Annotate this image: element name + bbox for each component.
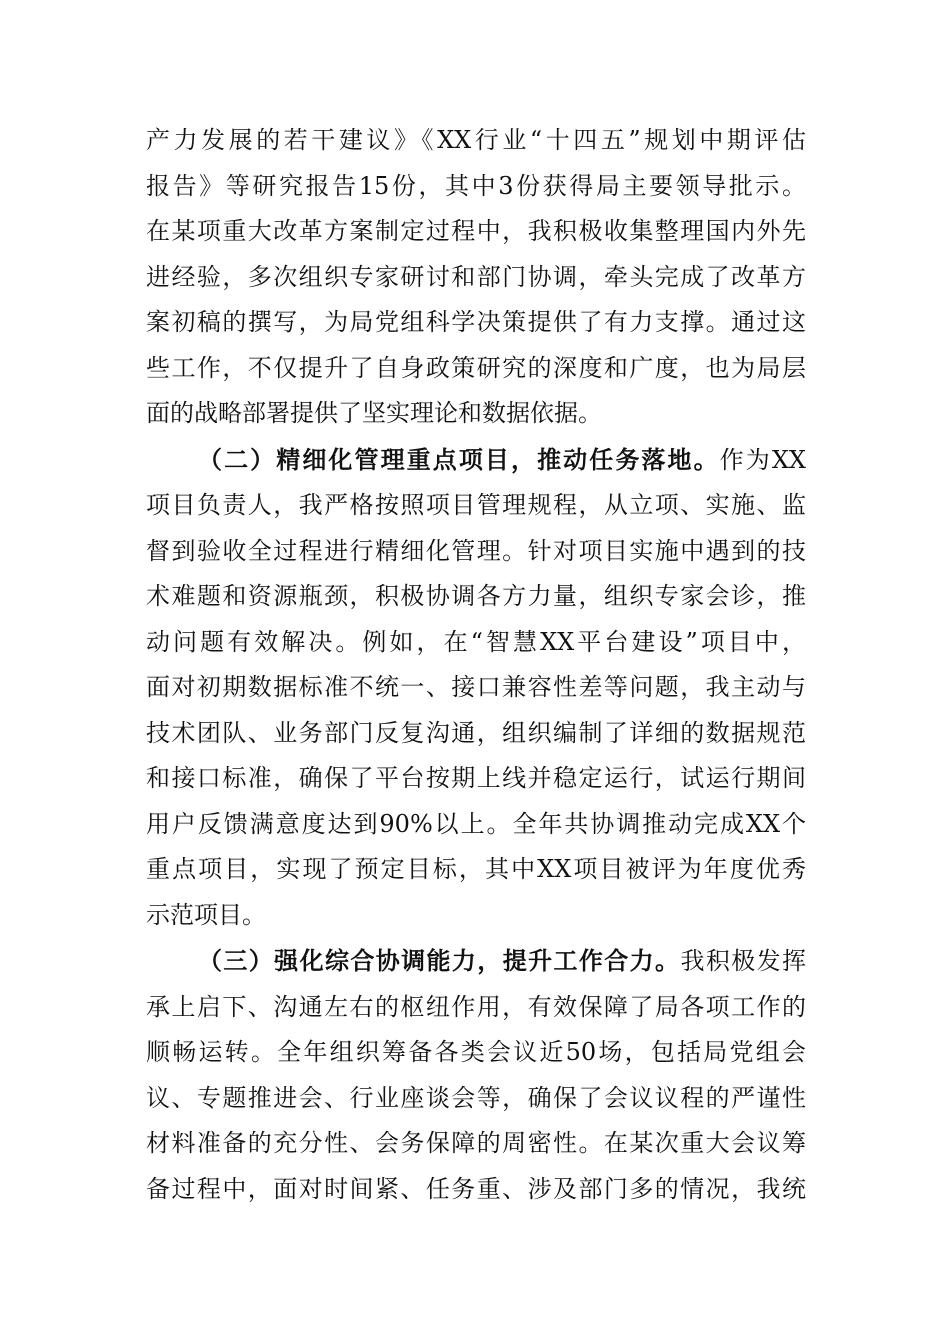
text-fragment: 我积极发挥 [680, 947, 807, 975]
section-heading: （二）精细化管理重点项目，推动任务落地。 [198, 444, 720, 474]
text-line: 案初稿的撰写，为局党组科学决策提供了有力支撑。通过这 [146, 308, 806, 336]
text-line: 承上启下、沟通左右的枢纽作用，有效保障了局各项工作的 [146, 992, 806, 1021]
text-line: 技术团队、业务部门反复沟通，组织编制了详细的数据规范 [146, 718, 806, 747]
text-line: 督到验收全过程进行精细化管理。针对项目实施中遇到的技 [146, 536, 806, 565]
text-line: 动问题有效解决。例如，在“智慧XX平台建设”项目中， [146, 627, 806, 656]
text-line: 议、专题推进会、行业座谈会等，确保了会议议程的严谨性 [146, 1083, 806, 1112]
text-fragment: 作为XX [719, 445, 807, 474]
text-line: 面的战略部署提供了坚实理论和数据依据。 [146, 399, 602, 427]
paragraph-coordination [146, 938, 806, 1212]
text-line: 报告》等研究报告15份，其中3份获得局主要领导批示。 [146, 171, 806, 200]
text-line: 和接口标准，确保了平台按期上线并稳定运行，试运行期间 [146, 764, 806, 792]
text-line: 产力发展的若干建议》《XX行业“十四五”规划中期评估 [146, 126, 806, 154]
text-line: 重点项目，实现了预定目标，其中XX项目被评为年度优秀 [146, 855, 806, 883]
text-line: 项目负责人，我严格按照项目管理规程，从立项、实施、监 [146, 491, 806, 519]
text-line [146, 938, 806, 985]
text-line: 材料准备的充分性、会务保障的周密性。在某次重大会议筹 [146, 1129, 806, 1157]
paragraph-project-management [146, 437, 806, 939]
text-line: 术难题和资源瓶颈，积极协调各方力量，组织专家会诊，推 [146, 582, 806, 610]
text-line: 示范项目。 [146, 900, 266, 929]
text-line: 备过程中，面对时间紧、任务重、涉及部门多的情况，我统 [146, 1174, 806, 1203]
paragraph-policy-research [146, 118, 806, 437]
section-heading: （三）强化综合协调能力，提升工作合力。 [198, 946, 681, 975]
text-line: 面对初期数据标准不统一、接口兼容性差等问题，我主动与 [146, 673, 806, 701]
text-line: 在某项重大改革方案制定过程中，我积极收集整理国内外先 [146, 217, 806, 245]
text-line: 用户反馈满意度达到90%以上。全年共协调推动完成XX个 [146, 809, 806, 838]
text-line: 顺畅运转。全年组织筹备各类会议近50场，包括局党组会 [146, 1038, 806, 1066]
text-line: 些工作，不仅提升了自身政策研究的深度和广度，也为局层 [146, 353, 806, 382]
document-body [146, 118, 806, 1212]
text-line: 进经验，多次组织专家研讨和部门协调，牵头完成了改革方 [146, 262, 806, 291]
text-line [146, 437, 806, 484]
